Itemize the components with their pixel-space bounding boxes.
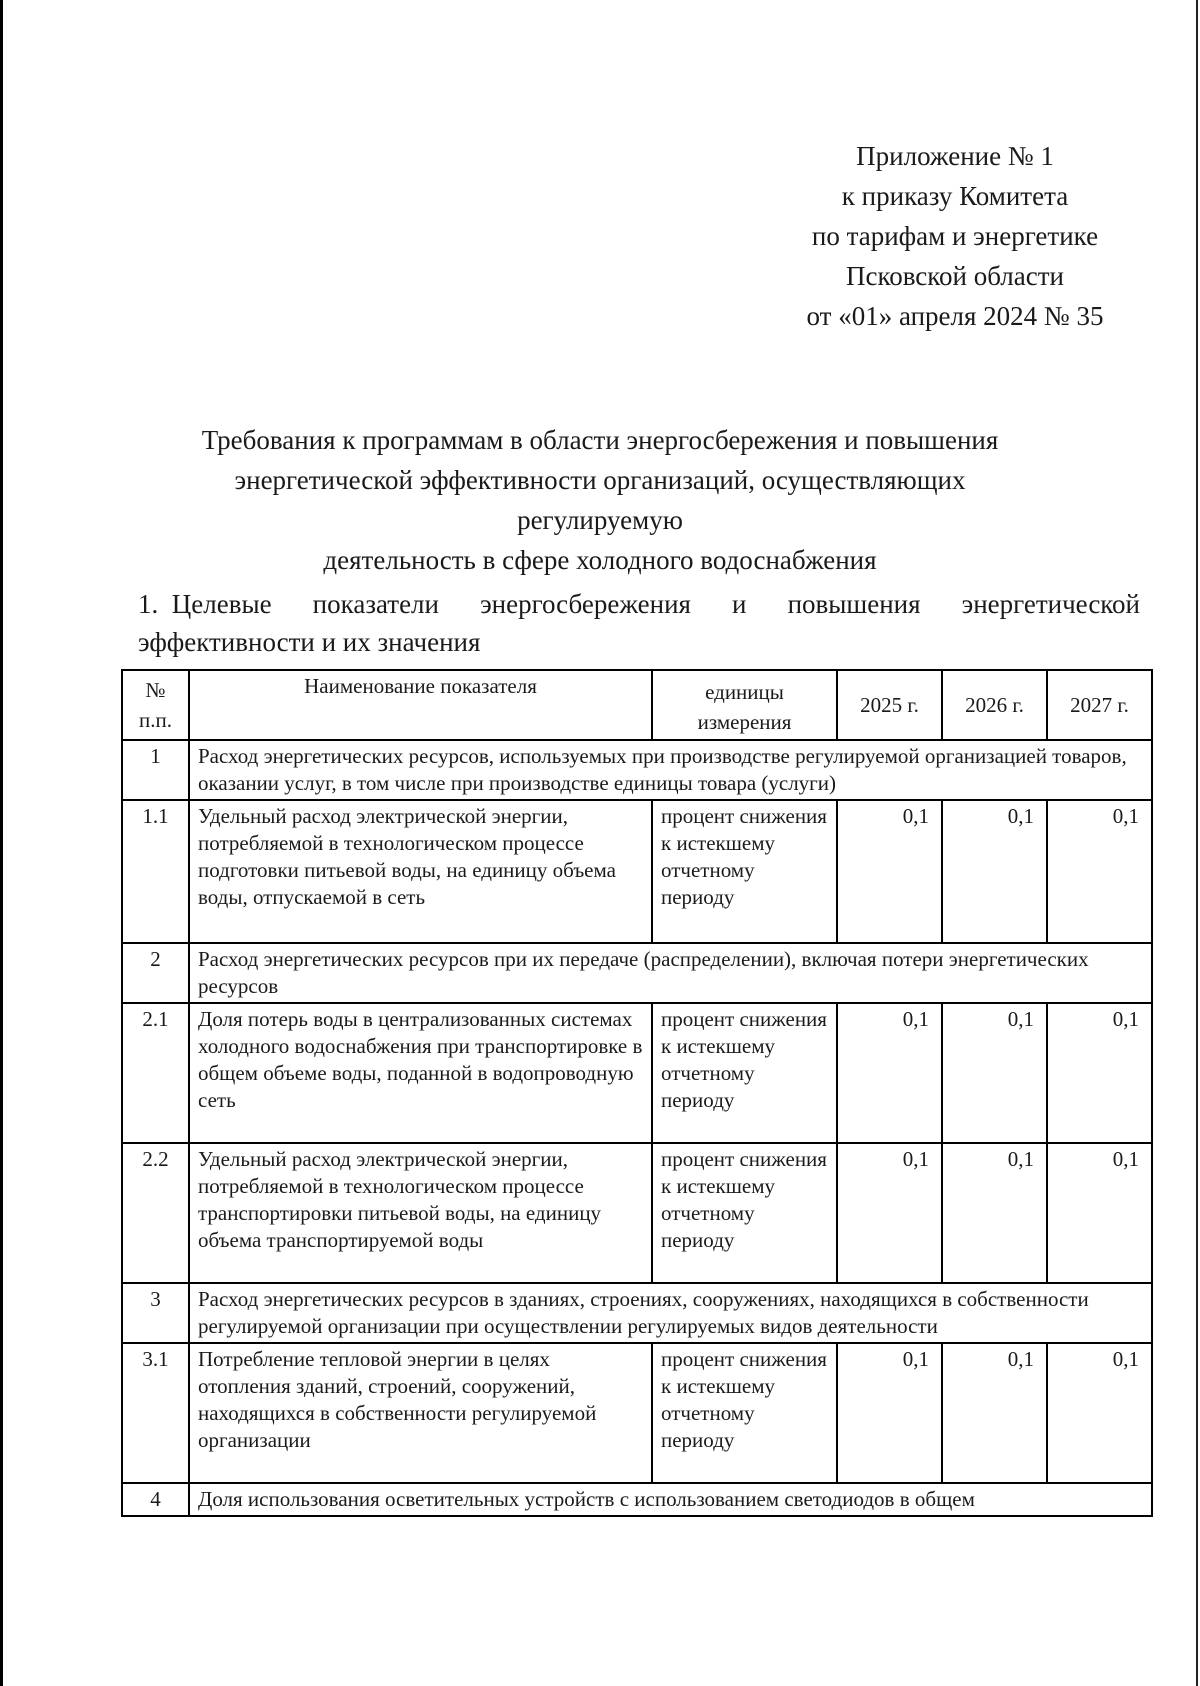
table-group-row bbox=[122, 740, 1152, 800]
title-line: энергетической эффективности организаций, осуществляющих регулируемую bbox=[234, 465, 966, 535]
header-year-2025: 2025 г. bbox=[837, 670, 942, 740]
header-indicator-name: Наименование показателя bbox=[189, 670, 652, 740]
value-2025: 0,1 bbox=[837, 1003, 942, 1143]
section-word: 1. Целевые bbox=[138, 589, 272, 619]
appendix-line: к приказу Комитета bbox=[841, 181, 1069, 211]
page-left-edge bbox=[0, 0, 3, 1686]
section-word: энергетической bbox=[961, 589, 1140, 619]
row-number: 2.2 bbox=[122, 1143, 189, 1283]
value-2026: 0,1 bbox=[942, 1003, 1047, 1143]
table-group-row bbox=[122, 1283, 1152, 1343]
row-number: 4 bbox=[122, 1483, 189, 1516]
group-title: Расход энергетических ресурсов, используемых при производстве регулируемой организацией товаров, оказании услуг, в том числе при производстве единицы товара (услуги) bbox=[189, 740, 1152, 800]
value-2025: 0,1 bbox=[837, 1143, 942, 1283]
row-number: 1.1 bbox=[122, 800, 189, 943]
header-year-2026: 2026 г. bbox=[942, 670, 1047, 740]
indicators-table bbox=[121, 669, 1153, 1517]
row-number: 2.1 bbox=[122, 1003, 189, 1143]
appendix-line: Псковской области bbox=[845, 261, 1064, 291]
header-unit: единицы измерения bbox=[652, 670, 837, 740]
value-2025: 0,1 bbox=[837, 1343, 942, 1483]
indicator-unit: процент снижения к истекшему отчетному периоду bbox=[652, 800, 837, 943]
group-title: Расход энергетических ресурсов при их передаче (распределении), включая потери энергетических ресурсов bbox=[189, 943, 1152, 1003]
indicator-unit: процент снижения к истекшему отчетному периоду bbox=[652, 1003, 837, 1143]
indicator-name: Потребление тепловой энергии в целях отопления зданий, строений, сооружений, находящихся в собственности регулируемой организации bbox=[189, 1343, 652, 1483]
value-2027: 0,1 bbox=[1047, 1343, 1152, 1483]
value-2026: 0,1 bbox=[942, 1343, 1047, 1483]
indicators-table-wrap bbox=[121, 669, 1151, 1517]
appendix-line: от «01» апреля 2024 № 35 bbox=[806, 301, 1104, 331]
table-group-row bbox=[122, 943, 1152, 1003]
page-right-edge bbox=[1196, 0, 1198, 1686]
value-2026: 0,1 bbox=[942, 800, 1047, 943]
group-title: Доля использования осветительных устройств с использованием светодиодов в общем bbox=[189, 1483, 1152, 1516]
table-row bbox=[122, 1343, 1152, 1483]
table-row bbox=[122, 1003, 1152, 1143]
table-row bbox=[122, 800, 1152, 943]
section-heading-line1 bbox=[138, 585, 1140, 623]
row-number: 3.1 bbox=[122, 1343, 189, 1483]
appendix-line: Приложение № 1 bbox=[856, 141, 1054, 171]
appendix-header bbox=[760, 136, 1150, 336]
indicator-unit: процент снижения к истекшему отчетному периоду bbox=[652, 1343, 837, 1483]
value-2027: 0,1 bbox=[1047, 800, 1152, 943]
value-2026: 0,1 bbox=[942, 1143, 1047, 1283]
row-number: 3 bbox=[122, 1283, 189, 1343]
section-word: показатели bbox=[312, 589, 439, 619]
table-header-row bbox=[122, 670, 1152, 740]
group-title: Расход энергетических ресурсов в зданиях, строениях, сооружениях, находящихся в собственности регулируемой организации при осуществлении регулируемых видов деятельности bbox=[189, 1283, 1152, 1343]
appendix-line: по тарифам и энергетике bbox=[811, 221, 1099, 251]
section-word: и bbox=[732, 589, 747, 619]
row-number: 2 bbox=[122, 943, 189, 1003]
section-heading-line2: эффективности и их значения bbox=[138, 627, 481, 657]
indicator-name: Удельный расход электрической энергии, потребляемой в технологическом процессе подготовки питьевой воды, на единицу объема воды, отпускаемой в сеть bbox=[189, 800, 652, 943]
value-2027: 0,1 bbox=[1047, 1003, 1152, 1143]
header-number: № п.п. bbox=[122, 670, 189, 740]
value-2025: 0,1 bbox=[837, 800, 942, 943]
section-heading bbox=[138, 585, 1140, 661]
row-number: 1 bbox=[122, 740, 189, 800]
title-line: деятельность в сфере холодного водоснабжения bbox=[323, 545, 877, 575]
table-group-row bbox=[122, 1483, 1152, 1516]
value-2027: 0,1 bbox=[1047, 1143, 1152, 1283]
indicator-name: Доля потерь воды в централизованных системах холодного водоснабжения при транспортировке в общем объеме воды, поданной в водопроводную сеть bbox=[189, 1003, 652, 1143]
section-word: повышения bbox=[787, 589, 921, 619]
document-title bbox=[150, 420, 1050, 580]
indicator-unit: процент снижения к истекшему отчетному периоду bbox=[652, 1143, 837, 1283]
title-line: Требования к программам в области энергосбережения и повышения bbox=[201, 425, 999, 455]
header-year-2027: 2027 г. bbox=[1047, 670, 1152, 740]
indicator-name: Удельный расход электрической энергии, потребляемой в технологическом процессе транспортировки питьевой воды, на единицу объема транспортируемой воды bbox=[189, 1143, 652, 1283]
section-word: энергосбережения bbox=[480, 589, 691, 619]
table-row bbox=[122, 1143, 1152, 1283]
